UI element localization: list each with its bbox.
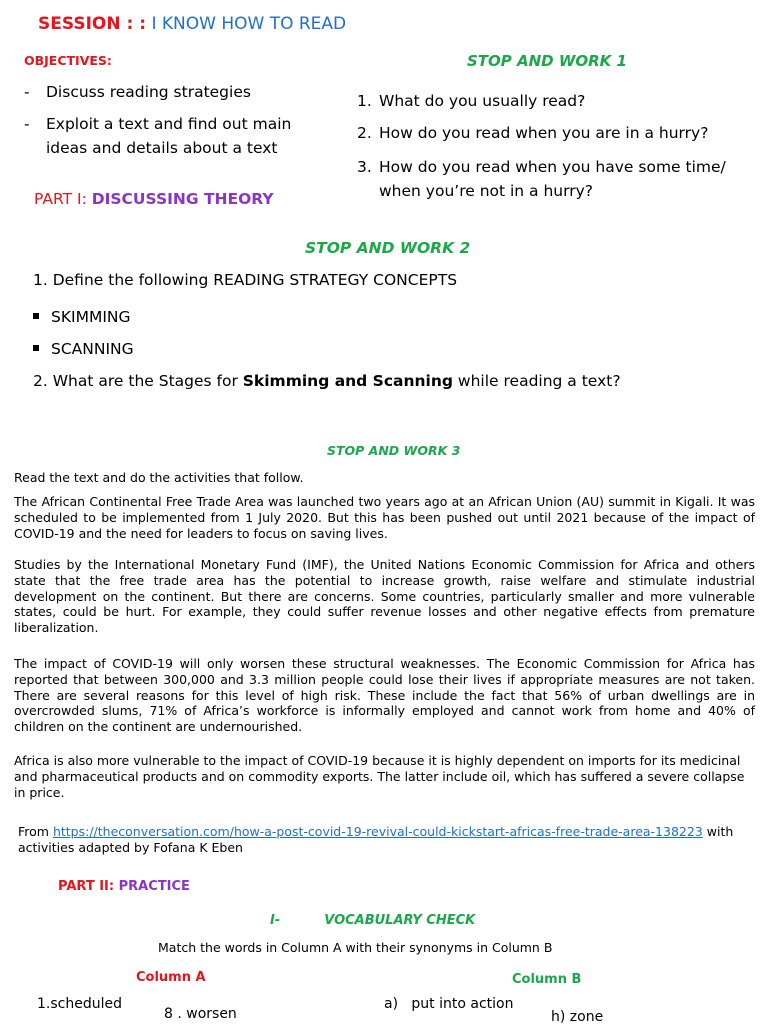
column-b-item: h) zone [551,1009,604,1025]
column-b-item: a) put into action [384,996,514,1012]
stop-and-work-1-heading: STOP AND WORK 1 [467,52,627,70]
stages-question-start: 2. What are the Stages for [33,372,243,390]
text-paragraph: Studies by the International Monetary Fund (IMF), the United Nations Economic Commission for Africa and others state that the free trade area has the potential to increase growth, raise welfare and stimulate industrial development on the continent. But there are concerns. Some countries, particularly smaller and more vulnerable states, could be hurt. For example, they could suffer revenue losses and other negative effects from premature liberalization. [14,557,755,636]
stages-question [33,372,621,390]
question-number: 3. [357,158,372,176]
part-2-heading [58,879,190,894]
question-number: 2. [357,124,372,142]
bullet-text: SCANNING [51,340,134,358]
bullet-item [33,308,131,326]
objective-dash: - [24,115,30,133]
objective-text: Discuss reading strategies [46,83,251,101]
part-1-prefix: PART I: [34,190,87,208]
section-title: VOCABULARY CHECK [324,913,476,928]
question-text: How do you read when you are in a hurry? [379,124,709,142]
stages-question-end: while reading a text? [453,372,621,390]
question-item [357,121,708,145]
text-paragraph: The African Continental Free Trade Area was launched two years ago at an African Union (AU) summit in Kigali. It was scheduled to be implemented from 1 July 2020. But this has been pushed out until 2021 because of the impact of COVID-19 and the need for leaders to focus on saving lives. [14,494,755,541]
question-text: when you’re not in a hurry? [379,182,594,200]
match-instruction: Match the words in Column A with their synonyms in Column B [158,940,553,955]
section-number: I- [270,913,281,928]
part-2-title: PRACTICE [118,879,190,894]
column-a-item: 8 . worsen [164,1006,237,1022]
session-heading [38,14,346,34]
question-number: 1. [357,92,372,110]
bullet-text: SKIMMING [51,308,131,326]
question-text: How do you read when you have some time/ [379,158,726,176]
column-a-label: Column A [136,970,206,985]
part-2-prefix: PART II: [58,879,115,894]
stop-and-work-3-heading: STOP AND WORK 3 [327,443,461,458]
source-prefix: From [18,824,53,839]
objectives-label: OBJECTIVES: [24,53,112,68]
source-link[interactable]: https://theconversation.com/how-a-post-covid-19-revival-could-kickstart-africas-free-trade-area-138223 [52,824,703,839]
bullet-square-icon [33,345,39,351]
vocabulary-check-heading [270,913,475,928]
stages-question-bold: Skimming and Scanning [242,372,453,390]
session-label: SESSION : : [38,14,147,34]
source-suffix: with activities adapted by Fofana K Eben [18,824,734,855]
bullet-square-icon [33,313,39,319]
objective-dash: - [24,83,30,101]
question-item [357,89,585,113]
bullet-item [33,340,134,358]
objective-text: ideas and details about a text [46,139,278,157]
part-1-heading [34,190,274,208]
session-title: I KNOW HOW TO READ [151,14,347,34]
source-citation [18,824,748,856]
column-b-label: Column B [512,972,582,987]
define-question: 1. Define the following READING STRATEGY CONCEPTS [33,271,458,289]
part-1-title: DISCUSSING THEORY [91,190,274,208]
text-paragraph: Africa is also more vulnerable to the impact of COVID-19 because it is highly dependent on imports for its medicinal and pharmaceutical products and on commodity exports. The latter include oil, which has suffered a severe collapse in price. [14,753,745,800]
stop-and-work-2-heading: STOP AND WORK 2 [305,239,471,257]
column-a-item: 1.scheduled [37,996,122,1012]
question-item-continued [357,179,593,203]
question-item [357,155,726,179]
reading-instruction: Read the text and do the activities that follow. [14,470,304,485]
text-paragraph: The impact of COVID-19 will only worsen these structural weaknesses. The Economic Commission for Africa has reported that between 300,000 and 3.3 million people could lose their lives if appropriate measures are not taken. There are several reasons for this level of high risk. These include the fact that 56% of urban dwellings are in overcrowded slums, 71% of Africa’s workforce is informally employed and cannot work from home and 40% of children on the continent are undernourished. [14,656,755,735]
question-text: What do you usually read? [379,92,586,110]
objective-text: Exploit a text and find out main [46,115,292,133]
